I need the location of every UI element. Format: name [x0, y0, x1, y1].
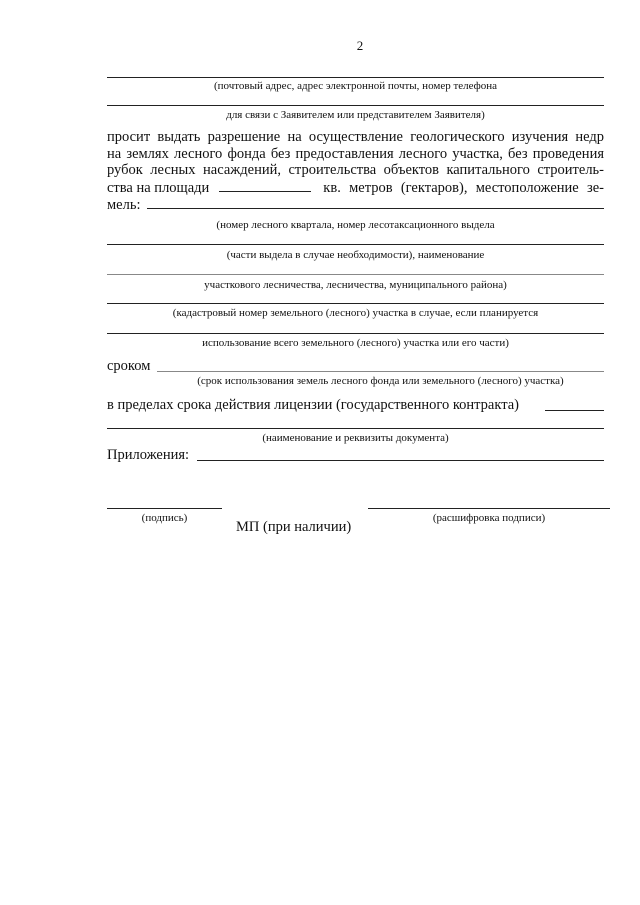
- request-paragraph: [107, 129, 604, 214]
- caption-address-1: (почтовый адрес, адрес электронной почты, номер телефона: [213, 80, 498, 92]
- cadastral-line-2: [107, 333, 604, 334]
- caption-address-2: для связи с Заявителем или представителем Заявителя): [226, 109, 485, 121]
- address-line-2: [107, 105, 604, 106]
- request-line-3: рубок лесных насаждений, строительства объектов капитального строитель-: [107, 162, 604, 178]
- cadastral-line-1: [107, 303, 604, 304]
- term-field[interactable]: [157, 371, 604, 372]
- area-label: ства на площади: [107, 179, 210, 196]
- signature-decoding-field[interactable]: [368, 508, 610, 509]
- caption-cadastral-1: (кадастровый номер земельного (лесного) участка в случае, если планируется: [172, 307, 539, 319]
- caption-location-2: (части выдела в случае необходимости), наименование: [226, 249, 485, 261]
- signature-field[interactable]: [107, 508, 222, 509]
- request-line-2: на землях лесного фонда без предоставления лесного участка, без проведения: [107, 145, 604, 162]
- caption-signature-decoding: (расшифровка подписи): [432, 512, 546, 524]
- term-label: сроком: [107, 358, 151, 374]
- attachments-label: Приложения:: [107, 447, 190, 463]
- location-field[interactable]: [147, 196, 605, 209]
- caption-location-3: участкового лесничества, лесничества, муниципального района): [204, 279, 507, 291]
- caption-document: (наименование и реквизиты документа): [262, 432, 449, 444]
- area-field[interactable]: [219, 179, 311, 192]
- area-units-label: кв. метров (гектаров), местоположение зе-: [323, 179, 604, 196]
- address-line-1: [107, 77, 604, 78]
- location-line-2: [107, 244, 604, 245]
- request-line-1: просит выдать разрешение на осуществление геологического изучения недр: [107, 129, 604, 145]
- location-line-3: [107, 274, 604, 275]
- caption-term: (срок использования земель лесного фонда или земельного (лесного) участка): [197, 375, 564, 387]
- caption-cadastral-2: использование всего земельного (лесного) участка или его части): [202, 337, 509, 349]
- request-line-4: [107, 179, 604, 197]
- document-line: [107, 428, 604, 429]
- license-field[interactable]: [545, 410, 604, 411]
- attachments-field[interactable]: [197, 460, 604, 461]
- license-text: в пределах срока действия лицензии (государственного контракта): [107, 397, 519, 413]
- caption-location-1: (номер лесного квартала, номер лесотаксационного выдела: [216, 219, 495, 231]
- page-number: 2: [356, 38, 364, 53]
- location-label: мель:: [107, 197, 141, 213]
- request-line-5: [107, 196, 604, 214]
- caption-signature: (подпись): [141, 512, 188, 524]
- stamp-label: МП (при наличии): [236, 519, 352, 535]
